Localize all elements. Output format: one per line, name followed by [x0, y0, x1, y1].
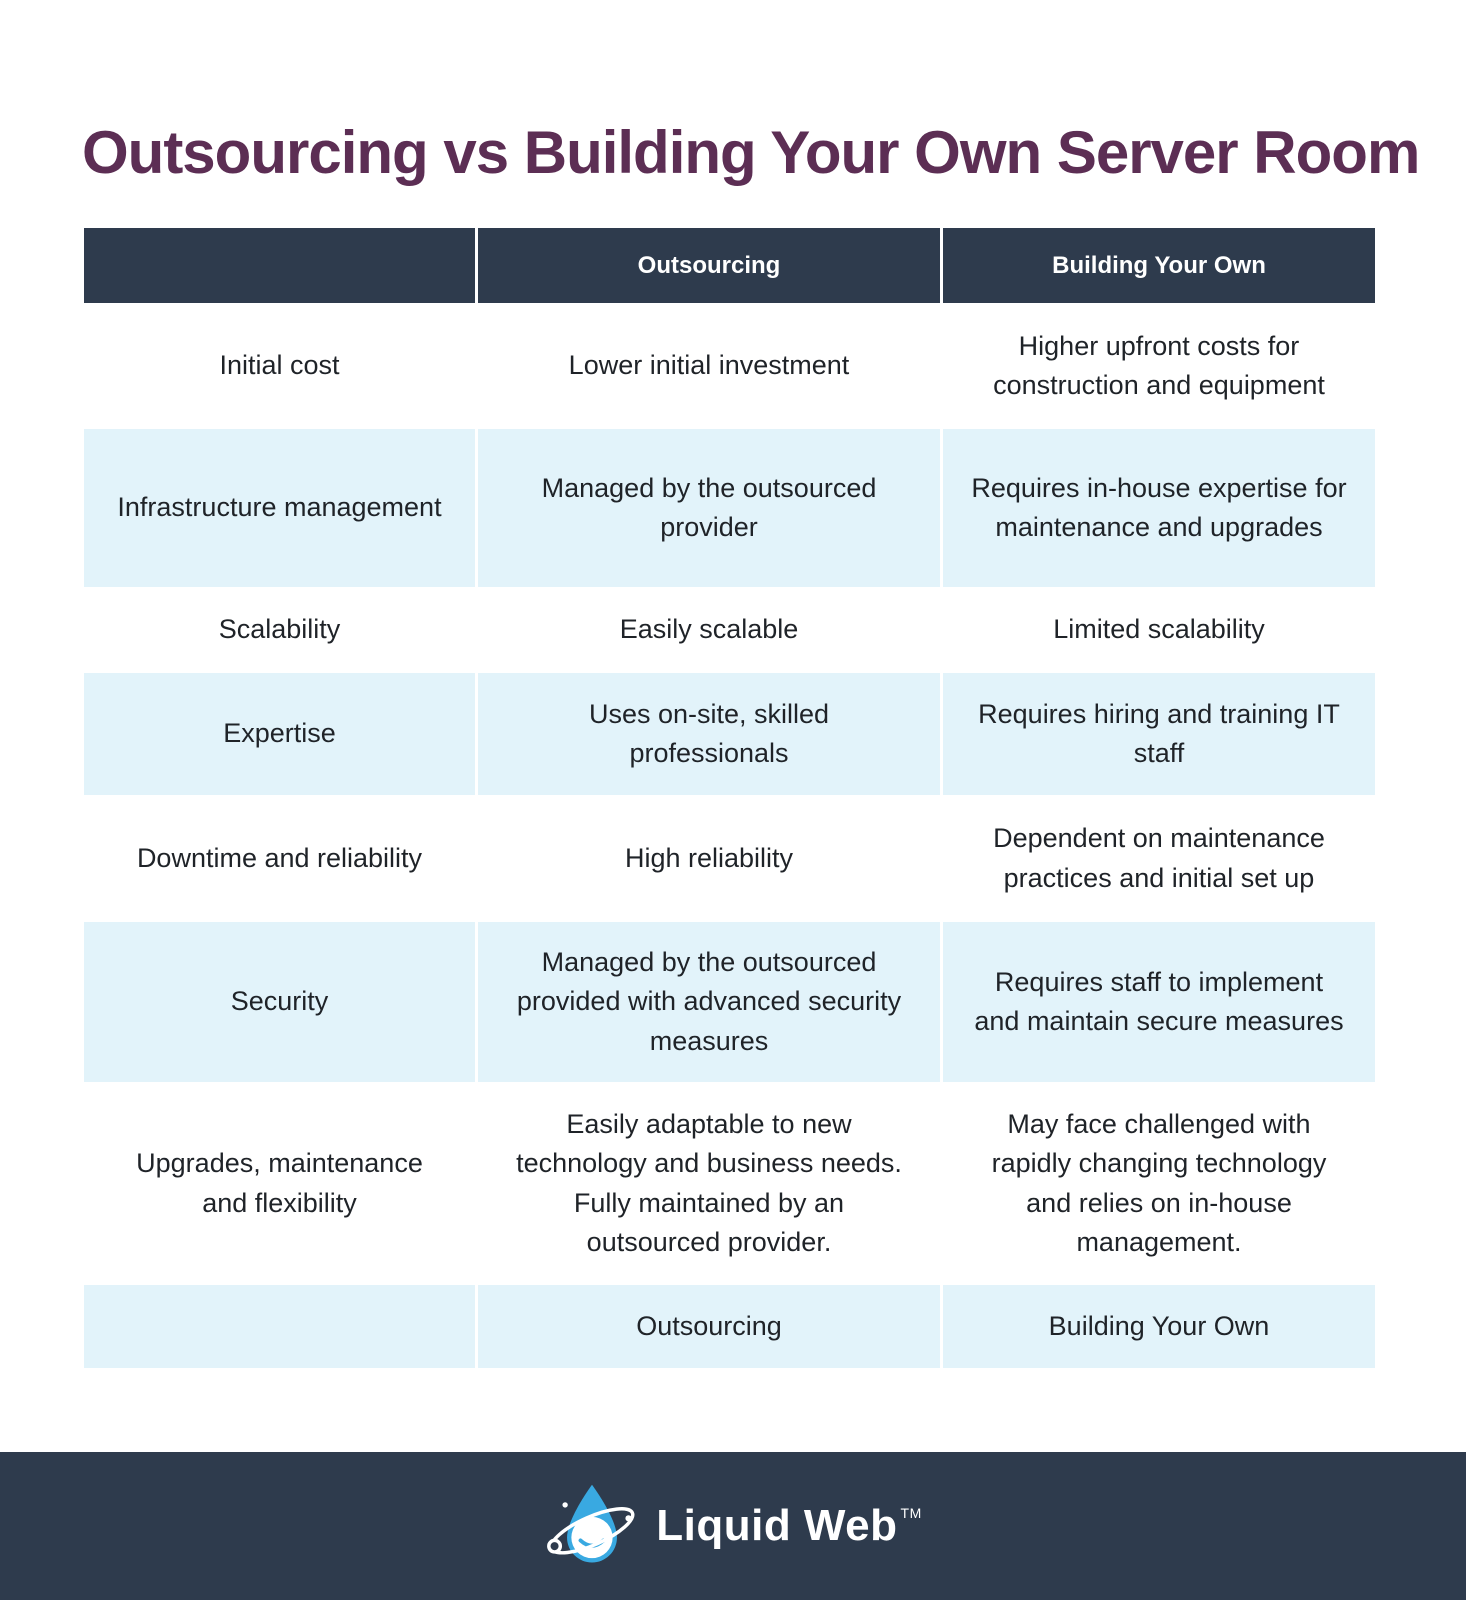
building-cell: Requires staff to implement and maintain secure measures — [943, 922, 1375, 1082]
header-cell-outsourcing: Outsourcing — [478, 228, 940, 303]
outsourcing-cell: Easily scalable — [478, 590, 940, 670]
feature-cell: Infrastructure management — [84, 429, 475, 587]
header-cell-building-your-own: Building Your Own — [943, 228, 1375, 303]
feature-cell: Security — [84, 922, 475, 1082]
footer-brand-bar — [0, 1452, 1466, 1600]
liquidweb-droplet-atom-icon — [544, 1478, 640, 1574]
brand-wordmark — [656, 1501, 921, 1551]
outsourcing-cell: Lower initial investment — [478, 306, 940, 426]
feature-cell — [84, 1285, 475, 1368]
feature-cell: Expertise — [84, 673, 475, 795]
feature-cell: Downtime and reliability — [84, 798, 475, 919]
comparison-table — [84, 228, 1375, 1368]
outsourcing-cell: Easily adaptable to new technology and business needs. Fully maintained by an outsourced provider. — [478, 1085, 940, 1282]
header-cell-feature — [84, 228, 475, 303]
page-title: Outsourcing vs Building Your Own Server Room — [82, 119, 1420, 186]
outsourcing-cell: Managed by the outsourced provided with advanced security measures — [478, 922, 940, 1082]
feature-cell: Initial cost — [84, 306, 475, 426]
outsourcing-cell: Outsourcing — [478, 1285, 940, 1368]
feature-cell: Upgrades, maintenance and flexibility — [84, 1085, 475, 1282]
trademark-symbol: TM — [900, 1505, 922, 1521]
outsourcing-cell: Managed by the outsourced provider — [478, 429, 940, 587]
building-cell: Higher upfront costs for construction and equipment — [943, 306, 1375, 426]
building-cell: Requires hiring and training IT staff — [943, 673, 1375, 795]
brand-name: Liquid Web — [656, 1501, 898, 1550]
building-cell: Requires in-house expertise for maintenance and upgrades — [943, 429, 1375, 587]
building-cell: May face challenged with rapidly changing technology and relies on in-house management. — [943, 1085, 1375, 1282]
outsourcing-cell: High reliability — [478, 798, 940, 919]
building-cell: Dependent on maintenance practices and initial set up — [943, 798, 1375, 919]
building-cell: Building Your Own — [943, 1285, 1375, 1368]
outsourcing-cell: Uses on-site, skilled professionals — [478, 673, 940, 795]
building-cell: Limited scalability — [943, 590, 1375, 670]
feature-cell: Scalability — [84, 590, 475, 670]
